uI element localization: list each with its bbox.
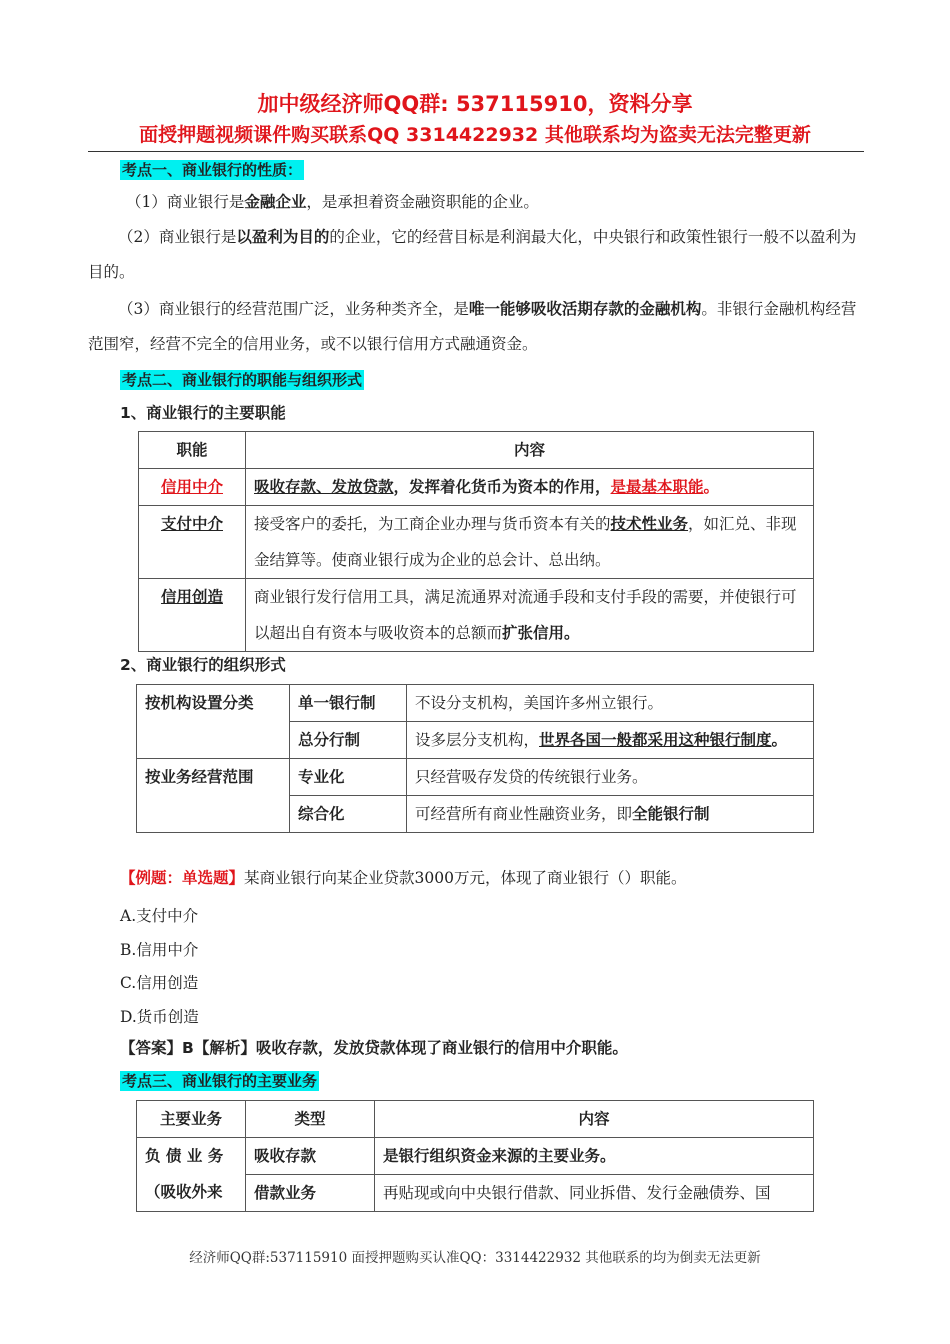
type-label: 综合化	[290, 796, 407, 833]
business-label	[137, 1138, 246, 1212]
g1r2-a: 设多层分支机构，	[415, 731, 540, 749]
g1r2-bold: 世界各国一般都采用这种银行制度	[539, 731, 772, 749]
section-2-title-text: 考点二、商业银行的职能与组织形式	[122, 371, 363, 389]
header-divider	[88, 151, 864, 152]
s1-p3-a: （3）商业银行的经营范围广泛，业务种类齐全，是	[118, 300, 469, 318]
s2-subheading-1: 1、商业银行的主要职能	[120, 404, 286, 422]
table-row	[137, 1138, 814, 1175]
business-label-line-1: 负 债 业 务	[145, 1147, 224, 1165]
option-a: A.支付中介	[120, 907, 199, 925]
function-content	[246, 469, 814, 506]
group-label: 按业务经营范围	[137, 759, 290, 833]
section-2-title	[120, 369, 364, 390]
s1-paragraph-3	[88, 292, 864, 362]
table-row	[137, 685, 814, 722]
option-c: C.信用创造	[120, 974, 199, 992]
table-row	[139, 469, 814, 506]
header-line-1: 加中级经济师QQ群: 537115910，资料分享	[257, 92, 693, 116]
col-header-function: 职能	[139, 432, 246, 469]
option-b: B.信用中介	[120, 940, 199, 959]
table-row	[139, 579, 814, 652]
type-label: 总分行制	[290, 722, 407, 759]
type-label: 单一银行制	[290, 685, 407, 722]
section-1-title-text: 考点一、商业银行的性质：	[122, 161, 303, 179]
s1-p2-bold: 以盈利为目的	[236, 228, 330, 246]
page-footer: 经济师QQ群:537115910 面授押题购买认准QQ：3314422932 其他联系的均为倒卖无法更新	[189, 1250, 761, 1266]
s2-subheading-2: 2、商业银行的组织形式	[120, 656, 286, 674]
s1-p3-c: 。非银行金融机构经营范围窄，经营不完全的信用业务，或不以银行信用方式融通资金。	[88, 300, 857, 353]
table-row	[137, 759, 814, 796]
s1-p1-c: ，是承担着资金融资职能的企业。	[306, 193, 539, 211]
s1-p1-bold: 金融企业	[244, 193, 307, 211]
col-header-content: 内容	[246, 432, 814, 469]
r1-bold-a: 吸收存款、发放贷款	[254, 478, 394, 496]
type-label: 借款业务	[246, 1175, 375, 1212]
s1-p1-a: （1）商业银行是	[126, 193, 245, 211]
example-question-text: 某商业银行向某企业贷款3000万元，体现了商业银行（）职能。	[244, 869, 687, 887]
s1-paragraph-1	[88, 185, 864, 220]
section-1-title	[120, 159, 304, 180]
table-header-row	[137, 1101, 814, 1138]
function-content	[246, 579, 814, 652]
type-desc: 再贴现或向中央银行借款、同业拆借、发行金融债券、国	[375, 1175, 814, 1212]
function-content	[246, 506, 814, 579]
r1-d: 。	[703, 478, 720, 496]
business-table	[136, 1100, 814, 1212]
type-desc: 只经营吸存发贷的传统银行业务。	[407, 759, 814, 796]
g2r2-bold: 全能银行制	[632, 805, 710, 823]
option-d: D.货币创造	[120, 1007, 199, 1026]
r3-bold: 扩张信用。	[502, 624, 580, 642]
col-header-business: 主要业务	[137, 1101, 246, 1138]
section-3-title-text: 考点三、商业银行的主要业务	[122, 1072, 318, 1090]
r1-b: ，发挥着化货币为资本的作用，	[393, 478, 611, 496]
g2r2-a: 可经营所有商业性融资业务，即	[415, 805, 633, 823]
r3-a: 商业银行发行信用工具，满足流通界对流通手段和支付手段的需要，并使银行可以超出自有资本与吸收资本的总额而	[254, 588, 797, 642]
example-answer: 【答案】B【解析】吸收存款，发放贷款体现了商业银行的信用中介职能。	[120, 1039, 628, 1057]
function-name: 信用中介	[139, 469, 246, 506]
s1-p2-a: （2）商业银行是	[118, 228, 237, 246]
col-header-content: 内容	[375, 1101, 814, 1138]
type-desc	[407, 796, 814, 833]
organization-table	[136, 684, 814, 833]
group-label: 按机构设置分类	[137, 685, 290, 759]
type-label: 吸收存款	[246, 1138, 375, 1175]
s1-p3-bold: 唯一能够吸收活期存款的金融机构	[468, 300, 702, 318]
section-3-title	[120, 1070, 319, 1091]
s1-p2-c: 的企业，它的经营目标是利润最大化，中央银行和政策性银行一般不以盈利为目的。	[88, 228, 857, 281]
r1-red: 是最基本职能	[610, 478, 704, 496]
s1-paragraph-2	[88, 220, 864, 290]
example-options	[120, 900, 199, 1034]
functions-table	[138, 431, 814, 652]
type-desc	[407, 722, 814, 759]
function-name: 信用创造	[139, 579, 246, 652]
r2-bold: 技术性业务	[610, 515, 689, 533]
type-desc: 是银行组织资金来源的主要业务。	[375, 1138, 814, 1175]
r2-c: ，如汇兑、非现金结算等。使商业银行成为企业的总会计、总出纳。	[254, 515, 797, 569]
g1r2-c: 。	[771, 731, 788, 749]
type-desc: 不设分支机构，美国许多州立银行。	[407, 685, 814, 722]
header-line-2: 面授押题视频课件购买联系QQ 3314422932 其他联系均为盗卖无法完整更新	[139, 124, 811, 146]
table-header-row	[139, 432, 814, 469]
table-row	[139, 506, 814, 579]
business-label-line-2: （吸收外来	[145, 1183, 223, 1201]
type-label: 专业化	[290, 759, 407, 796]
r2-a: 接受客户的委托，为工商企业办理与货币资本有关的	[254, 515, 611, 533]
example-question	[120, 866, 686, 890]
col-header-type: 类型	[246, 1101, 375, 1138]
example-tag: 【例题：单选题】	[120, 869, 245, 887]
function-name: 支付中介	[139, 506, 246, 579]
